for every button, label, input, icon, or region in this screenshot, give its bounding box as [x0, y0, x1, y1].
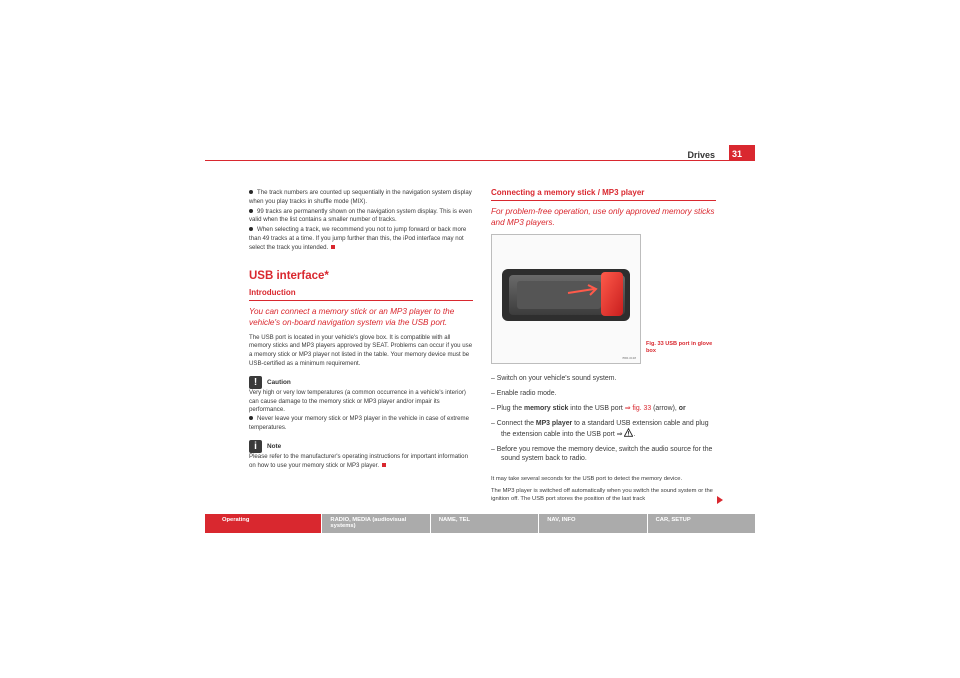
bullet-icon: [249, 227, 253, 231]
step-2: – Enable radio mode.: [491, 390, 557, 397]
section-end-icon: [382, 463, 386, 467]
tab-radio-media[interactable]: RADIO, MEDIA (audiovisual systems): [322, 514, 430, 533]
running-header-title: Drives: [687, 150, 715, 160]
figure-caption: Fig. 33 USB port in glove box: [646, 341, 713, 354]
subsection-heading-introduction: Introduction: [249, 288, 473, 301]
bullet-icon: [249, 416, 253, 420]
bullet-icon: [249, 190, 253, 194]
usb-port-illustration: [492, 235, 640, 363]
usb-port-figure: [491, 234, 641, 364]
figure-link[interactable]: ⇒ fig. 33: [624, 405, 652, 412]
tab-nav-info[interactable]: NAV, INFO: [539, 514, 647, 533]
caution-body: Very high or very low temperatures (a common occurrence in a vehicle's interior) can cause damage to the memory stick or MP3 player and/or impair its performance.: [249, 388, 466, 414]
page-number: 31: [729, 145, 755, 160]
section-end-icon: [331, 245, 335, 249]
bullet-paragraph: The track numbers are counted up sequentially in the navigation system display when you play tracks in shuffle mode (MIX).: [249, 189, 472, 205]
note-body: Please refer to the manufacturer's operating instructions for important information on how to use your memory stick or MP3 player.: [249, 452, 468, 469]
intro-body: The USB port is located in your vehicle's glove box. It is compatible with all memory sticks and MP3 players approved by SEAT. Problems can occur if you use a memory stick or MP3 player not listed in the table. Your memory device must be USB-certified as a minimum requirement.: [249, 333, 473, 367]
continue-arrow-icon: [717, 496, 723, 504]
caution-bullet: Never leave your memory stick or MP3 player in the vehicle in case of extreme temperatures.: [249, 415, 470, 431]
bullet-paragraph: When selecting a track, we recommend you not to jump forward or back more than 49 tracks at a time. If you jump further than this, the iPod interface may not select the track you intended.: [249, 226, 467, 251]
intro-lead: You can connect a memory stick or an MP3 player to the vehicle's on-board navigation system via the USB port.: [249, 306, 455, 327]
step-4: – Connect the MP3 player to a standard USB extension cable and plug the extension cable into the USB port ⇒ .: [491, 420, 709, 438]
left-column: [249, 189, 473, 470]
step-1: – Switch on your vehicle's sound system.: [491, 375, 617, 382]
tab-name-tel[interactable]: NAME, TEL: [431, 514, 539, 533]
bullet-icon: [249, 209, 253, 213]
tab-operating[interactable]: Operating: [205, 514, 322, 533]
note-header: [249, 440, 473, 453]
step-3: – Plug the memory stick into the USB port ⇒ fig. 33 (arrow), or: [491, 405, 686, 412]
connect-lead: For problem-free operation, use only approved memory sticks and MP3 players.: [491, 207, 715, 227]
bullet-paragraph: 99 tracks are permanently shown on the navigation system display. This is even valid when the list contains a smaller number of tracks.: [249, 207, 472, 224]
footer-nav: [205, 514, 755, 533]
caution-icon: !: [249, 376, 262, 389]
figure-code: B5R-0138: [622, 356, 636, 360]
header-rule: [205, 160, 755, 161]
note-label: Note: [267, 442, 282, 450]
subsection-heading-connecting: Connecting a memory stick / MP3 player: [491, 188, 716, 201]
section-heading-usb: USB interface*: [249, 269, 329, 282]
note-icon: i: [249, 440, 262, 453]
caution-header: [249, 376, 473, 389]
detect-note: It may take several seconds for the USB port to detect the memory device.: [491, 476, 683, 482]
caution-label: Caution: [267, 378, 291, 386]
switch-off-note: The MP3 player is switched off automatically when you switch the sound system or the ignition off. The USB port stores the position of the last track: [491, 487, 713, 502]
tab-car-setup[interactable]: CAR, SETUP: [648, 514, 755, 533]
step-5: – Before you remove the memory device, switch the audio source for the sound system back to radio.: [491, 446, 713, 462]
